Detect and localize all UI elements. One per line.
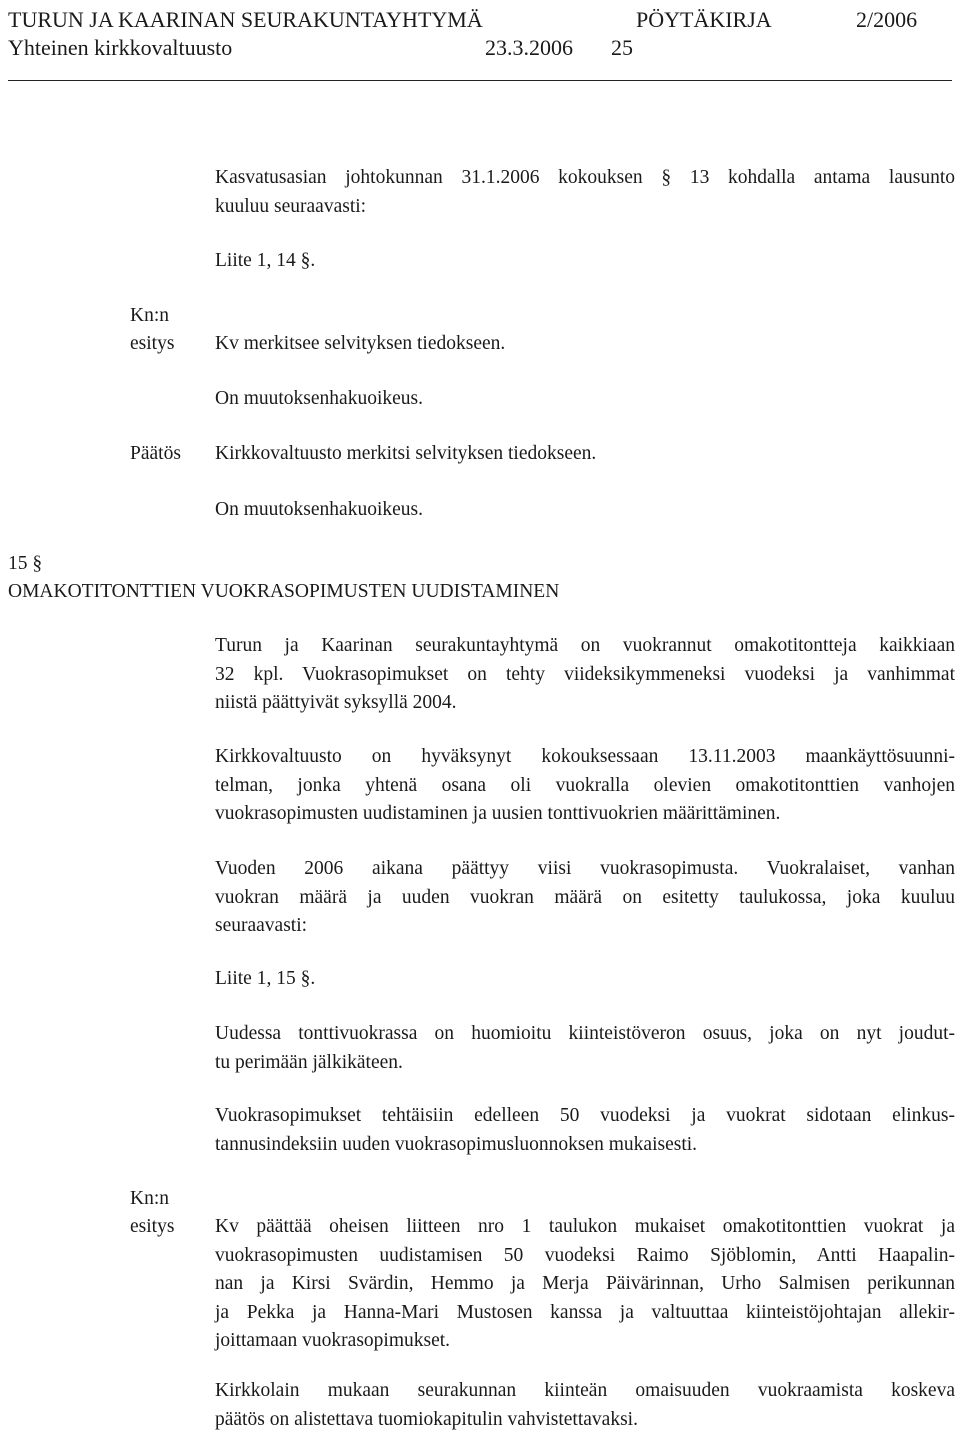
header-rule — [8, 80, 952, 81]
intro-appeal-2: On muutoksenhakuoikeus. — [215, 499, 423, 520]
intro-decision: Kirkkovaltuusto merkitsi selvityksen tiedokseen. — [215, 443, 597, 464]
section-number: 15 § — [8, 553, 43, 574]
paragraph-line: Kirkkolain mukaan seurakunnan kiinteän omaisuuden vuokraamista koskeva — [215, 1380, 955, 1401]
header-doc-type: PÖYTÄKIRJA — [636, 7, 772, 32]
paragraph-line: päätös on alistettava tuomiokapitulin vahvistettavaksi. — [215, 1408, 638, 1430]
section-paragraph-5 — [215, 1102, 955, 1159]
header-date: 23.3.2006 — [485, 35, 573, 60]
paragraph-line: tannusindeksiin uuden vuokrasopimusluonnoksen mukaisesti. — [215, 1133, 698, 1155]
paragraph-line: Uudessa tonttivuokrassa on huomioitu kiinteistöveron osuus, joka on nyt joudut- — [215, 1023, 955, 1044]
intro-attachment: Liite 1, 14 §. — [215, 250, 316, 271]
header-doc-number: 2/2006 — [856, 7, 918, 32]
decision-label: Päätös — [130, 443, 181, 464]
paragraph-line: ja Pekka ja Hanna-Mari Mustosen kanssa ja valtuuttaa kiinteistöjohtajan allekir- — [215, 1301, 955, 1323]
section-paragraph-4 — [215, 1020, 955, 1077]
paragraph-line: vuokrasopimusten uudistamisen 50 vuodeksi Raimo Sjöblomin, Antti Haapalin- — [215, 1244, 955, 1266]
section-paragraph-2 — [215, 743, 955, 829]
intro-appeal: On muutoksenhakuoikeus. — [215, 388, 423, 409]
intro-proposal: Kv merkitsee selvityksen tiedokseen. — [215, 333, 506, 354]
paragraph-line: Kv päättää oheisen liitteen nro 1 taulukon mukaiset omakotitonttien vuokrat ja — [215, 1216, 955, 1237]
paragraph-line: nan ja Kirsi Svärdin, Hemmo ja Merja Päivärinnan, Urho Salmisen perikunnan — [215, 1273, 955, 1294]
proposal-label-line2: esitys — [130, 1216, 175, 1237]
paragraph-line: joittamaan vuokrasopimukset. — [215, 1330, 451, 1351]
section-attachment: Liite 1, 15 §. — [215, 968, 316, 989]
paragraph-line: vuokran määrä ja uuden vuokran määrä on esitetty taulukossa, joka kuuluu — [215, 886, 955, 908]
proposal-label-line1: Kn:n — [130, 1188, 169, 1209]
section-paragraph-1 — [215, 632, 955, 718]
section-paragraph-3 — [215, 855, 955, 941]
paragraph-line: kuuluu seuraavasti: — [215, 195, 367, 217]
paragraph-line: Kirkkovaltuusto on hyväksynyt kokouksessaan 13.11.2003 maankäyttösuunni- — [215, 746, 955, 767]
paragraph-line: tu perimään jälkikäteen. — [215, 1051, 403, 1073]
header-page: 25 — [611, 35, 633, 60]
header-org: TURUN JA KAARINAN SEURAKUNTAYHTYMÄ — [8, 7, 483, 32]
intro-paragraph — [215, 164, 955, 221]
section-paragraph-6 — [215, 1213, 955, 1356]
paragraph-line: niistä päättyivät syksyllä 2004. — [215, 692, 457, 713]
proposal-label-line1: Kn:n — [130, 305, 169, 326]
section-paragraph-7 — [215, 1377, 955, 1434]
section-title: OMAKOTITONTTIEN VUOKRASOPIMUSTEN UUDISTAMINEN — [8, 581, 560, 602]
paragraph-line: Turun ja Kaarinan seurakuntayhtymä on vuokrannut omakotitontteja kaikkiaan — [215, 635, 955, 656]
proposal-label-line2: esitys — [130, 333, 175, 354]
paragraph-line: seuraavasti: — [215, 915, 308, 936]
paragraph-line: telman, jonka yhtenä osana oli vuokralla olevien omakotitonttien vanhojen — [215, 774, 955, 796]
paragraph-line: 32 kpl. Vuokrasopimukset on tehty viideksikymmeneksi vuodeksi ja vanhimmat — [215, 663, 955, 685]
paragraph-line: Vuokrasopimukset tehtäisiin edelleen 50 vuodeksi ja vuokrat sidotaan elinkus- — [215, 1105, 955, 1126]
paragraph-line: vuokrasopimusten uudistaminen ja uusien tonttivuokrien määrittäminen. — [215, 803, 781, 824]
paragraph-line: Vuoden 2006 aikana päättyy viisi vuokrasopimusta. Vuokralaiset, vanhan — [215, 858, 955, 879]
paragraph-line: Kasvatusasian johtokunnan 31.1.2006 kokouksen § 13 kohdalla antama lausunto — [215, 167, 955, 188]
header-body: Yhteinen kirkkovaltuusto — [8, 35, 233, 60]
